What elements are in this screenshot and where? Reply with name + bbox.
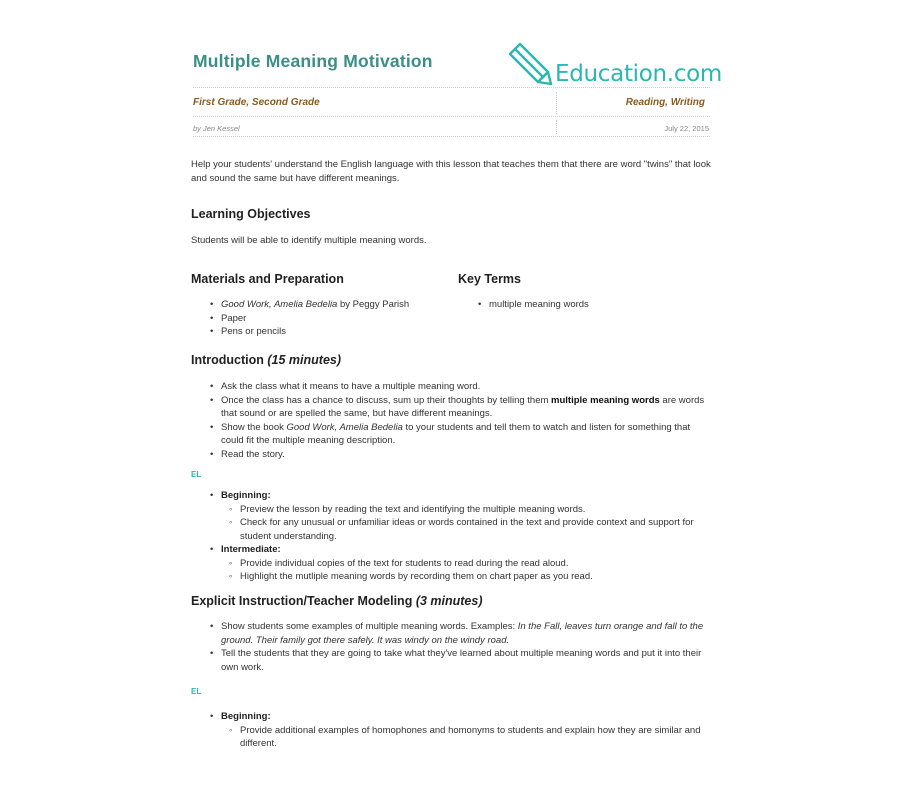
lesson-intro-text: Help your students' understand the English language with this lesson that teaches them that there are word "twins" that look and sound the same but have different meanings. [191, 159, 711, 184]
level-label: Beginning: [221, 490, 271, 501]
list-item [210, 489, 710, 543]
sub-list [210, 724, 710, 751]
list-item [210, 710, 710, 751]
learning-objectives-text: Students will be able to identify multiple meaning words. [191, 235, 427, 246]
list-item [210, 543, 710, 584]
meta-divider [556, 92, 557, 114]
section-duration: (15 minutes) [267, 353, 342, 367]
list-item [210, 421, 710, 448]
text-run: Once the class has a chance to discuss, sum up their thoughts by telling them [221, 394, 552, 406]
explicit-instruction-heading [191, 594, 483, 608]
learning-objectives-heading: Learning Objectives [191, 207, 311, 221]
text-run: Show the book [221, 421, 287, 433]
list-item: • Read the story. [210, 448, 710, 462]
list-item: • Ask the class what it means to have a multiple meaning word. [210, 380, 710, 394]
grade-levels: First Grade, Second Grade [193, 97, 320, 108]
header-divider [193, 87, 710, 88]
meta-divider-bottom [193, 116, 710, 117]
text-run: to your students and tell them to watch and listen for something that could fit the multiple meaning description. [221, 421, 691, 446]
section-duration: (3 minutes) [415, 594, 483, 608]
list-item: • multiple meaning words [478, 298, 708, 312]
list-item [210, 620, 710, 647]
byline-divider [556, 120, 557, 134]
list-item: • Paper [210, 312, 450, 326]
book-title: Good Work, Amelia Bedelia [221, 299, 338, 310]
sub-list [210, 557, 710, 584]
el-support-list [210, 710, 710, 751]
materials-heading: Materials and Preparation [191, 272, 344, 286]
explicit-instruction-list [210, 620, 710, 674]
key-term: multiple meaning words [551, 394, 660, 406]
list-item [210, 394, 710, 421]
byline-divider-bottom [193, 136, 710, 137]
education-com-logo[interactable] [508, 41, 723, 87]
el-support-list [210, 489, 710, 584]
logo-wordmark: Education.com [555, 61, 723, 87]
book-author: by Peggy Parish [337, 299, 410, 310]
sub-list [210, 503, 710, 544]
page-title: Multiple Meaning Motivation [193, 51, 433, 71]
el-label: EL [191, 687, 202, 696]
publish-date: July 22, 2015 [664, 124, 709, 133]
list-item: ◦ Highlight the mutliple meaning words by recording them on chart paper as you read. [210, 570, 710, 584]
materials-list [210, 298, 450, 339]
subjects: Reading, Writing [625, 97, 705, 108]
key-terms-heading: Key Terms [458, 272, 521, 286]
text-run: are words that sound or are spelled the same, but have different meanings. [221, 394, 705, 419]
text-run: Show students some examples of multiple meaning words. Examples: [221, 621, 518, 632]
list-item: ◦ Check for any unusual or unfamiliar ideas or words contained in the text and provide context and support for student understanding. [210, 516, 710, 543]
list-item: • Tell the students that they are going to take what they've learned about multiple meaning words and put it into their own work. [210, 647, 710, 674]
example-sentences: In the Fall, leaves turn orange and fall to the ground. Their family got there safely. It was windy on the windy road. [221, 621, 704, 646]
author-byline: by Jen Kessel [193, 124, 240, 133]
el-label: EL [191, 470, 202, 479]
level-label: Intermediate: [221, 544, 281, 555]
list-item: • Pens or pencils [210, 325, 450, 339]
list-item: ◦ Provide individual copies of the text for students to read during the read aloud. [210, 557, 710, 571]
introduction-list [210, 380, 710, 461]
pencil-logo-icon [508, 41, 554, 87]
book-title: Good Work, Amelia Bedelia [286, 421, 403, 433]
list-item [210, 298, 450, 312]
key-terms-list [478, 298, 708, 312]
section-title: Introduction [191, 353, 264, 367]
list-item: ◦ Provide additional examples of homophones and homonyms to students and explain how they are similar and different. [210, 724, 710, 751]
list-item: ◦ Preview the lesson by reading the text and identifying the multiple meaning words. [210, 503, 710, 517]
introduction-heading [191, 353, 341, 367]
section-title: Explicit Instruction/Teacher Modeling [191, 594, 413, 608]
level-label: Beginning: [221, 711, 271, 722]
